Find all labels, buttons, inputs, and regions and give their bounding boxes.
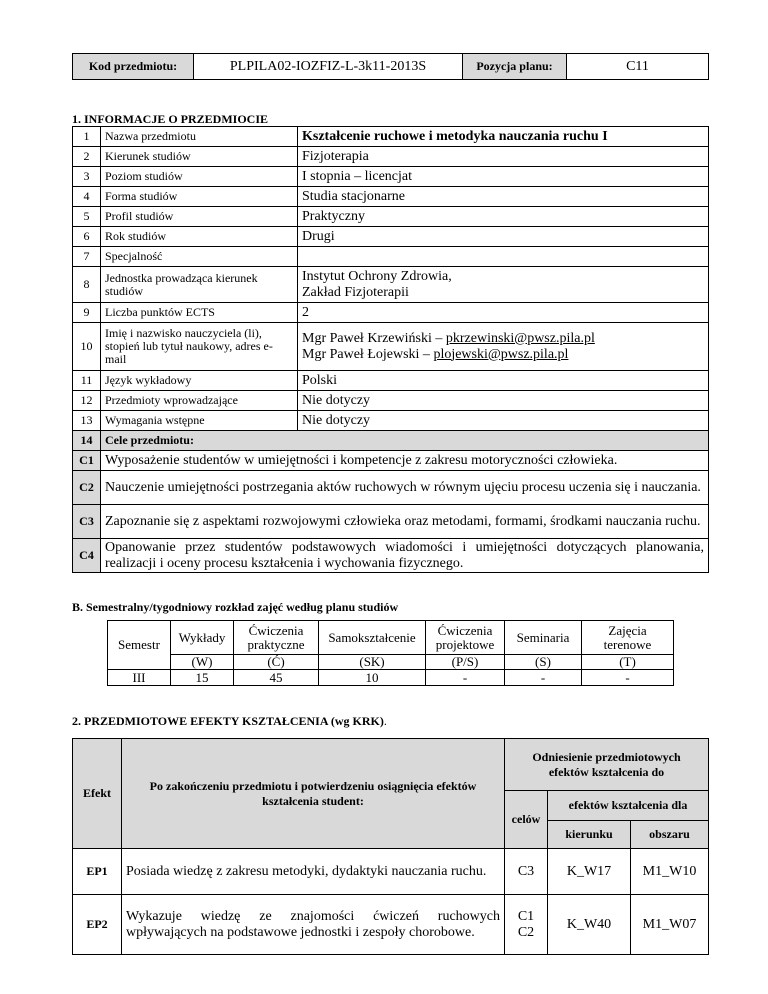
col-name: Zajęcia terenowe [582,621,674,655]
info-row [73,127,709,147]
goal-code: C1 [73,451,101,471]
info-row [73,323,709,371]
col-code: (W) [171,655,234,670]
goal-row [73,505,709,539]
col-code: (Ć) [234,655,319,670]
row-number: 2 [73,147,101,167]
row-value: Praktyczny [298,207,709,227]
kod-label: Kod przedmiotu: [73,54,194,80]
row-value: Polski [298,371,709,391]
col-code: (SK) [319,655,426,670]
row-value: Studia stacjonarne [298,187,709,207]
h-obszaru: obszaru [631,821,709,849]
info-row [73,227,709,247]
row-value: 2 [298,303,709,323]
col-code: (S) [505,655,582,670]
row-label: Rok studiów [101,227,298,247]
col-value: 10 [319,670,426,686]
effect-obszar: M1_W07 [631,895,709,955]
kod-value: PLPILA02-IOZFIZ-L-3k11-2013S [194,54,463,80]
unit-line-1: Instytut Ochrony Zdrowia, [302,268,452,284]
h-kierunku: kierunku [548,821,631,849]
col-name: Seminaria [505,621,582,655]
teacher-2-email[interactable]: plojewski@pwsz.pila.pl [433,346,569,362]
col-value: - [426,670,505,686]
col-name: Wykłady [171,621,234,655]
row-number: 1 [73,127,101,147]
row-number: 4 [73,187,101,207]
effect-cel: C1 [517,908,535,924]
h-celow: celów [505,791,548,849]
course-code-table [72,53,709,80]
teacher-2 [302,347,704,363]
goal-row [73,451,709,471]
goal-text: Zapoznanie się z aspektami rozwojowymi człowieka oraz metodami, formami, środkami nauczania ruchu. [101,505,709,539]
row-label: Specjalność [101,247,298,267]
semestr-value: III [108,670,171,686]
col-code: (T) [582,655,674,670]
info-row [73,147,709,167]
pozycja-value: C11 [567,54,709,80]
info-row [73,187,709,207]
h-odniesienie: Odniesienie przedmiotowych efektów kształcenia do [505,739,709,791]
goal-code: C2 [73,471,101,505]
info-row [73,267,709,303]
row-label: Język wykładowy [101,371,298,391]
row-label: Przedmioty wprowadzające [101,391,298,411]
row-label: Jednostka prowadząca kierunek studiów [101,267,298,303]
row-number: 12 [73,391,101,411]
goal-row [73,539,709,573]
teachers [298,323,709,371]
teacher-1 [302,331,704,347]
effect-code: EP2 [73,895,122,955]
effect-row [73,849,709,895]
course-name: Kształcenie ruchowe i metodyka nauczania ruchu I [298,127,709,147]
schedule-value-row [108,670,674,686]
col-name: Samokształcenie [319,621,426,655]
goals-label: Cele przedmiotu: [101,431,709,451]
row-number: 10 [73,323,101,371]
row-number: 9 [73,303,101,323]
effect-kierunek: K_W17 [548,849,631,895]
col-name: Ćwiczenia praktyczne [234,621,319,655]
effect-cele: C3 [505,849,548,895]
effect-cele [505,895,548,955]
info-row [73,411,709,431]
info-row [73,371,709,391]
h-main: Po zakończeniu przedmiotu i potwierdzeniu osiągnięcia efektów kształcenia student: [122,739,505,849]
h-efekty-dla: efektów kształcenia dla [548,791,709,821]
goal-text: Wyposażenie studentów w umiejętności i kompetencje z zakresu motoryczności człowieka. [101,451,709,471]
sectionB-title: B. Semestralny/tygodniowy rozkład zajęć według planu studiów [72,600,399,614]
row-number: 11 [73,371,101,391]
info-row [73,391,709,411]
col-value: 15 [171,670,234,686]
section2-title-text: 2. PRZEDMIOTOWE EFEKTY KSZTAŁCENIA (wg KRK) [72,714,384,728]
course-info-table [72,126,709,573]
col-value: - [505,670,582,686]
section1-title: 1. INFORMACJE O PRZEDMIOCIE [72,112,269,126]
effects-header-row-1 [73,739,709,791]
info-row [73,167,709,187]
goals-header-row [73,431,709,451]
goal-code: C3 [73,505,101,539]
row-value: Nie dotyczy [298,391,709,411]
semestr-label: Semestr [108,621,171,670]
schedule-table [107,620,674,686]
effect-cel: C2 [517,924,535,940]
goal-row [73,471,709,505]
effect-text: Wykazuje wiedzę ze znajomości ćwiczeń ruchowych wpływających na podstawowe jednostki i zespoły chorobowe. [122,895,505,955]
row-value: I stopnia – licencjat [298,167,709,187]
row-value: Fizjoterapia [298,147,709,167]
info-row [73,207,709,227]
row-label: Profil studiów [101,207,298,227]
effect-kierunek: K_W40 [548,895,631,955]
goal-text: Nauczenie umiejętności postrzegania aktów ruchowych w równym ujęciu procesu uczenia się i nauczania. [101,471,709,505]
schedule-code-row [108,655,674,670]
row-number: 3 [73,167,101,187]
teacher-1-name: Mgr Paweł Krzewiński – [302,330,446,346]
row-label: Poziom studiów [101,167,298,187]
info-row [73,303,709,323]
effect-text: Posiada wiedzę z zakresu metodyki, dydaktyki nauczania ruchu. [122,849,505,895]
schedule-header-row [108,621,674,655]
row-label: Imię i nazwisko nauczyciela (li), stopień lub tytuł naukowy, adres e-mail [101,323,298,371]
row-number: 5 [73,207,101,227]
goal-text: Opanowanie przez studentów podstawowych wiadomości i umiejętności dotyczących planowania, realizacji i oceny procesu kształcenia i wychowania fizycznego. [101,539,709,573]
h-efekt: Efekt [73,739,122,849]
section2-title [72,714,387,729]
effect-code: EP1 [73,849,122,895]
row-value [298,247,709,267]
section2-title-suffix: . [383,714,387,728]
col-code: (P/S) [426,655,505,670]
row-number: 7 [73,247,101,267]
effect-obszar: M1_W10 [631,849,709,895]
row-label: Nazwa przedmiotu [101,127,298,147]
effect-row [73,895,709,955]
row-label: Wymagania wstępne [101,411,298,431]
col-value: 45 [234,670,319,686]
row-number: 8 [73,267,101,303]
teacher-2-name: Mgr Paweł Łojewski – [302,346,434,362]
unit-line-2: Zakład Fizjoterapii [302,284,409,300]
teacher-1-email[interactable]: pkrzewinski@pwsz.pila.pl [445,330,595,346]
row-label: Liczba punktów ECTS [101,303,298,323]
info-row [73,247,709,267]
row-value: Nie dotyczy [298,411,709,431]
row-label: Forma studiów [101,187,298,207]
goals-number: 14 [73,431,101,451]
row-value [298,267,709,303]
effects-table [72,738,709,955]
pozycja-label: Pozycja planu: [463,54,567,80]
col-value: - [582,670,674,686]
row-number: 6 [73,227,101,247]
row-label: Kierunek studiów [101,147,298,167]
row-number: 13 [73,411,101,431]
row-value: Drugi [298,227,709,247]
col-name: Ćwiczenia projektowe [426,621,505,655]
goal-code: C4 [73,539,101,573]
